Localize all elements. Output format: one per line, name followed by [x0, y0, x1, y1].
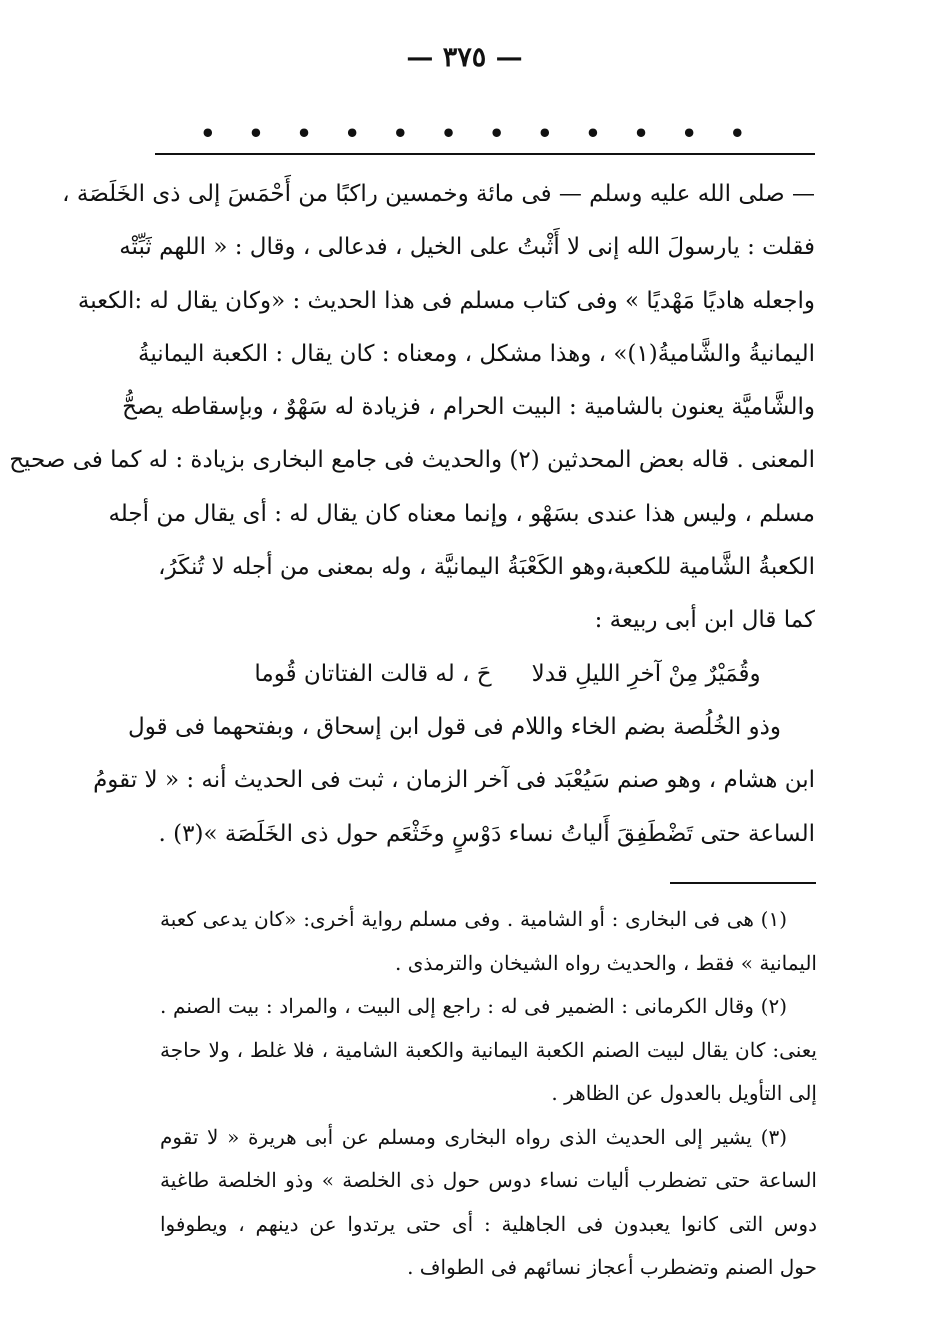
- footnote-line: حول الصنم وتضطرب أعجاز نسائهم فى الطواف .: [407, 1255, 817, 1279]
- footnote-line: الساعة حتى تضطرب أليات نساء دوس حول ذى الخلصة » وذو الخلصة طاغية: [160, 1168, 817, 1192]
- footnote-line: (١) هى فى البخارى : أو الشامية . وفى مسلم رواية أخرى: «كان يدعى كعبة: [160, 907, 787, 931]
- separator-dot: •: [537, 119, 553, 148]
- footnote-line: إلى التأويل بالعدول عن الظاهر .: [551, 1081, 817, 1105]
- separator-dot: •: [248, 119, 264, 148]
- footnotes: [160, 898, 817, 1290]
- separator-dot: •: [344, 119, 360, 148]
- separator-dot: •: [681, 119, 697, 148]
- separator-dot: •: [488, 119, 505, 148]
- footnote-line: اليمانية » فقط ، والحديث رواه الشيخان والترمذى .: [395, 950, 817, 975]
- footnote-1: [160, 898, 817, 985]
- verse-hemistich-left: حَ ، له قالت الفتاتان قُوما: [254, 660, 492, 687]
- footnote-2: [160, 985, 817, 1116]
- separator-dot: •: [392, 119, 409, 148]
- text-line: المعنى . قاله بعض المحدثين (٢) والحديث فى جامع البخارى بزيادة : له كما فى صحيح: [9, 447, 815, 474]
- text-line: اليمانيةُ والشَّاميةُ(١)» ، وهذا مشكل ، ومعناه : كان يقال : الكعبة اليمانيةُ: [138, 340, 815, 367]
- separator-dot: •: [296, 119, 312, 148]
- verse-hemistich-right: وقُمَيْرٌ مِنْ آخرِ الليلِ قدلا: [531, 660, 761, 687]
- text-line: فقلت : يارسولَ الله إنى لا أَثْبتُ على الخيل ، فدعالى ، وقال : « اللهم ثَبِّتْه: [119, 234, 815, 261]
- separator-dots: [200, 119, 745, 148]
- text-line: كما قال ابن أبى ربيعة :: [594, 607, 815, 634]
- text-line: والشَّاميَّة يعنون بالشامية : البيت الحرام ، فزيادة له سَهْوٌ ، وبإسقاطه يصحُّ: [122, 394, 815, 421]
- separator-dot: •: [440, 119, 457, 148]
- main-text: [9, 168, 815, 861]
- footnote-line: (٢) وقال الكرمانى : الضمير فى له : راجع إلى البيت ، والمراد : بيت الصنم .: [160, 994, 787, 1018]
- poem-verse: [160, 648, 815, 701]
- footnote-3: [160, 1116, 817, 1290]
- footnote-line: دوس التى كانوا يعبدون فى الجاهلية : أى حتى يرتدوا عن دينهم ، ويطوفوا: [160, 1211, 817, 1236]
- footnote-rule: [670, 882, 816, 884]
- separator-dot: •: [585, 119, 601, 148]
- separator-dot: •: [633, 119, 649, 148]
- page-number: — ٣٧٥ —: [406, 42, 523, 73]
- separator-dot: •: [729, 119, 745, 148]
- text-line: وذو الخُلُصة بضم الخاء واللام فى قول ابن إسحاق ، وبفتحهما فى قول: [128, 713, 781, 740]
- footnote-line: يعنى: كان يقال لبيت الصنم الكعبة اليمانية والكعبة الشامية ، فلا غلط ، ولا حاجة: [160, 1037, 817, 1062]
- separator-dot: •: [200, 119, 216, 148]
- text-line: مسلم ، وليس هذا عندى بسَهْو ، وإنما معناه كان يقال له : أى يقال من أجله: [108, 500, 815, 527]
- header-rule: [155, 153, 815, 155]
- footnote-line: (٣) يشير إلى الحديث الذى رواه البخارى ومسلم عن أبى هريرة « لا تقوم: [160, 1124, 787, 1149]
- text-line: واجعله هاديًا مَهْديًا » وفى كتاب مسلم فى هذا الحديث : «وكان يقال له :الكعبة: [77, 287, 815, 314]
- text-line: ابن هشام ، وهو صنم سَيُعْبَد فى آخر الزمان ، ثبت فى الحديث أنه : « لا تقومُ: [93, 767, 815, 794]
- text-line: الساعة حتى تَضْطَفِقَ أَلياتُ نساء دَوْسٍ وخَثْعَم حول ذى الخَلَصَة »(٣) .: [158, 820, 815, 847]
- text-line: — صلى الله عليه وسلم — فى مائة وخمسين راكبًا من أَحْمَسَ إلى ذى الخَلَصَة ،: [62, 181, 815, 207]
- text-line: الكعبةُ الشَّامية للكعبة،وهو الكَعْبَةُ اليمانيَّة ، وله بمعنى من أجله لا تُنكَرُ،: [158, 554, 815, 581]
